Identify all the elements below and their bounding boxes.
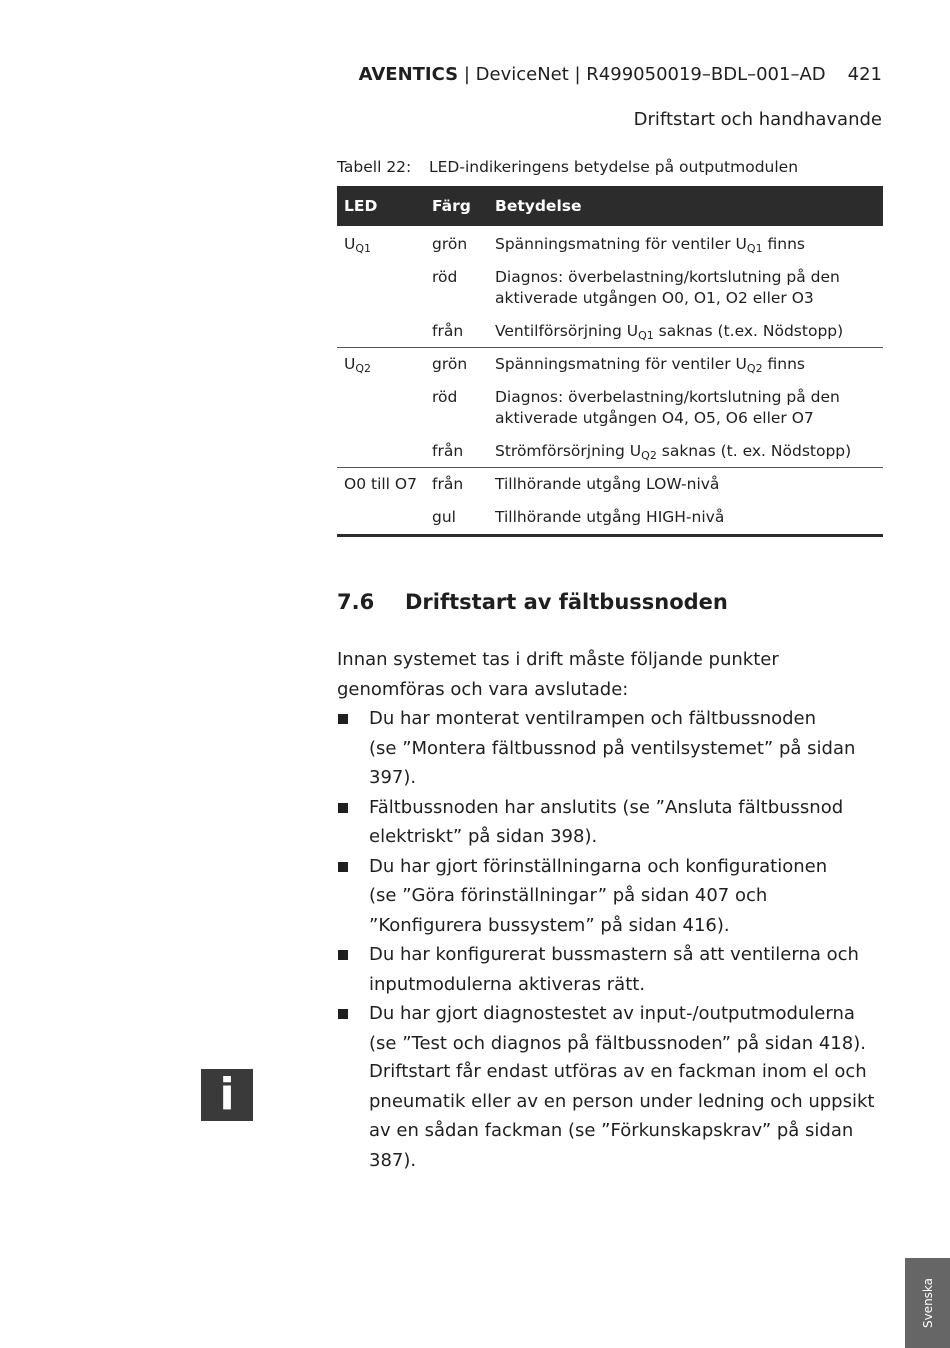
running-header [336, 63, 882, 87]
list-item-text: Du har monterat ventilrampen och fältbussnoden [369, 708, 817, 729]
col-header-meaning: Betydelse [488, 186, 883, 226]
bullet-square-icon [338, 1009, 348, 1019]
meaning-subscript: Q1 [638, 329, 654, 342]
table-row [337, 226, 883, 261]
table-caption-title: LED-indikeringens betydelse på outputmodulen [429, 158, 799, 176]
note-text: Driftstart får endast utföras av en fackman inom el och pneumatik eller av en person under ledning och uppsikt av en sådan fackman (se ”Förkunskapskrav” på sidan 387). [369, 1061, 875, 1171]
table-row [337, 381, 883, 435]
meaning-text: Diagnos: överbelastning/kortslutning på den aktiverade utgången O4, O5, O6 eller O7 [495, 388, 840, 427]
cell-meaning [488, 348, 883, 382]
led-table [337, 186, 883, 537]
cell-color: röd [432, 388, 458, 406]
meaning-text: Spänningsmatning för ventiler U [495, 355, 747, 373]
cell-led [337, 468, 425, 502]
list-item-reference: (se ”Montera fältbussnod på ventilsystemet” på sidan 397). [369, 737, 856, 788]
list-item-reference: (se ”Göra förinställningar” på sidan 407 och ”Konfigurera bussystem” på sidan 416). [369, 885, 768, 936]
cell-led [337, 261, 425, 315]
meaning-text: Tillhörande utgång HIGH-nivå [495, 508, 725, 526]
table-row [337, 468, 883, 502]
meaning-text: Strömförsörjning U [495, 442, 642, 460]
info-icon: i [201, 1069, 253, 1121]
list-item [337, 852, 882, 941]
cell-meaning [488, 468, 883, 502]
list-item-text: Fältbussnoden har anslutits (se ”Ansluta fältbussnod elektriskt” på sidan 398). [369, 796, 844, 847]
cell-color: grön [432, 235, 468, 253]
cell-meaning [488, 501, 883, 536]
list-item-text: Du har gjort förinställningarna och konfigurationen [369, 855, 828, 877]
language-label: Svenska [920, 1277, 935, 1329]
chapter-title: Driftstart och handhavande [633, 109, 882, 130]
document-id: | DeviceNet | R499050019–BDL–001–AD [458, 64, 826, 85]
cell-led [337, 501, 425, 536]
cell-color: från [425, 315, 488, 348]
cell-led [337, 348, 425, 382]
cell-led [337, 226, 425, 261]
bullet-square-icon [338, 714, 348, 724]
section-number: 7.6 [337, 590, 375, 614]
led-name: U [344, 355, 356, 373]
meaning-text: Diagnos: överbelastning/kortslutning på den aktiverade utgången O0, O1, O2 eller O3 [495, 268, 840, 307]
cell-meaning [488, 315, 883, 348]
cell-color: gul [425, 501, 488, 536]
section-title: Driftstart av fältbussnoden [405, 590, 728, 614]
cell-led [337, 381, 425, 435]
bullet-square-icon [338, 950, 348, 960]
intro-paragraph: Innan systemet tas i drift måste följande punkter genomföras och vara avslutade: [337, 649, 779, 700]
cell-color: grön [432, 355, 468, 373]
table-row [337, 501, 883, 536]
led-subscript: Q1 [355, 242, 372, 255]
bullet-square-icon [338, 803, 348, 813]
cell-meaning [488, 261, 883, 315]
meaning-text-suffix: saknas (t. ex. Nödstopp) [656, 442, 852, 460]
cell-meaning [488, 226, 883, 261]
table-row [337, 315, 883, 348]
table-header-row [337, 186, 883, 226]
cell-led [337, 435, 425, 468]
bullet-square-icon [338, 862, 348, 872]
cell-color: röd [432, 268, 458, 286]
table-row [337, 348, 883, 382]
meaning-text: Spänningsmatning för ventiler U [495, 235, 747, 253]
list-item-text: Du har konfigurerat bussmastern så att ventilerna och inputmodulerna aktiveras rätt. [369, 944, 859, 995]
list-item [337, 793, 882, 852]
cell-led [337, 315, 425, 348]
section-heading [337, 588, 728, 616]
table-caption [337, 157, 799, 177]
meaning-subscript: Q1 [746, 242, 763, 255]
page-number: 421 [847, 64, 882, 85]
led-subscript: Q2 [355, 362, 372, 375]
led-name: O0 till O7 [344, 475, 417, 493]
col-header-led: LED [337, 186, 425, 226]
cell-meaning [488, 381, 883, 435]
brand-name: AVENTICS [358, 64, 459, 85]
led-name: U [344, 235, 356, 253]
body-text [337, 645, 882, 1058]
list-item [337, 704, 882, 793]
meaning-text-suffix: saknas (t.ex. Nödstopp) [653, 322, 844, 340]
meaning-text: Tillhörande utgång LOW-nivå [495, 475, 720, 493]
meaning-text-suffix: finns [762, 235, 805, 253]
meaning-subscript: Q2 [641, 449, 657, 462]
language-tab [905, 1258, 950, 1348]
list-item [337, 940, 882, 999]
table-row [337, 435, 883, 468]
table-row [337, 261, 883, 315]
list-item [337, 999, 882, 1058]
meaning-subscript: Q2 [746, 362, 763, 375]
col-header-color: Färg [425, 186, 488, 226]
cell-color: från [425, 435, 488, 468]
meaning-text: Ventilförsörjning U [495, 322, 639, 340]
checklist [337, 704, 882, 1058]
table-caption-label: Tabell 22: [337, 158, 412, 176]
list-item-text: Du har gjort diagnostestet av input-/outputmodulerna (se ”Test och diagnos på fältbussnoden” på sidan 418). [369, 1003, 866, 1054]
cell-meaning [488, 435, 883, 468]
cell-color: från [432, 475, 464, 493]
meaning-text-suffix: finns [762, 355, 805, 373]
